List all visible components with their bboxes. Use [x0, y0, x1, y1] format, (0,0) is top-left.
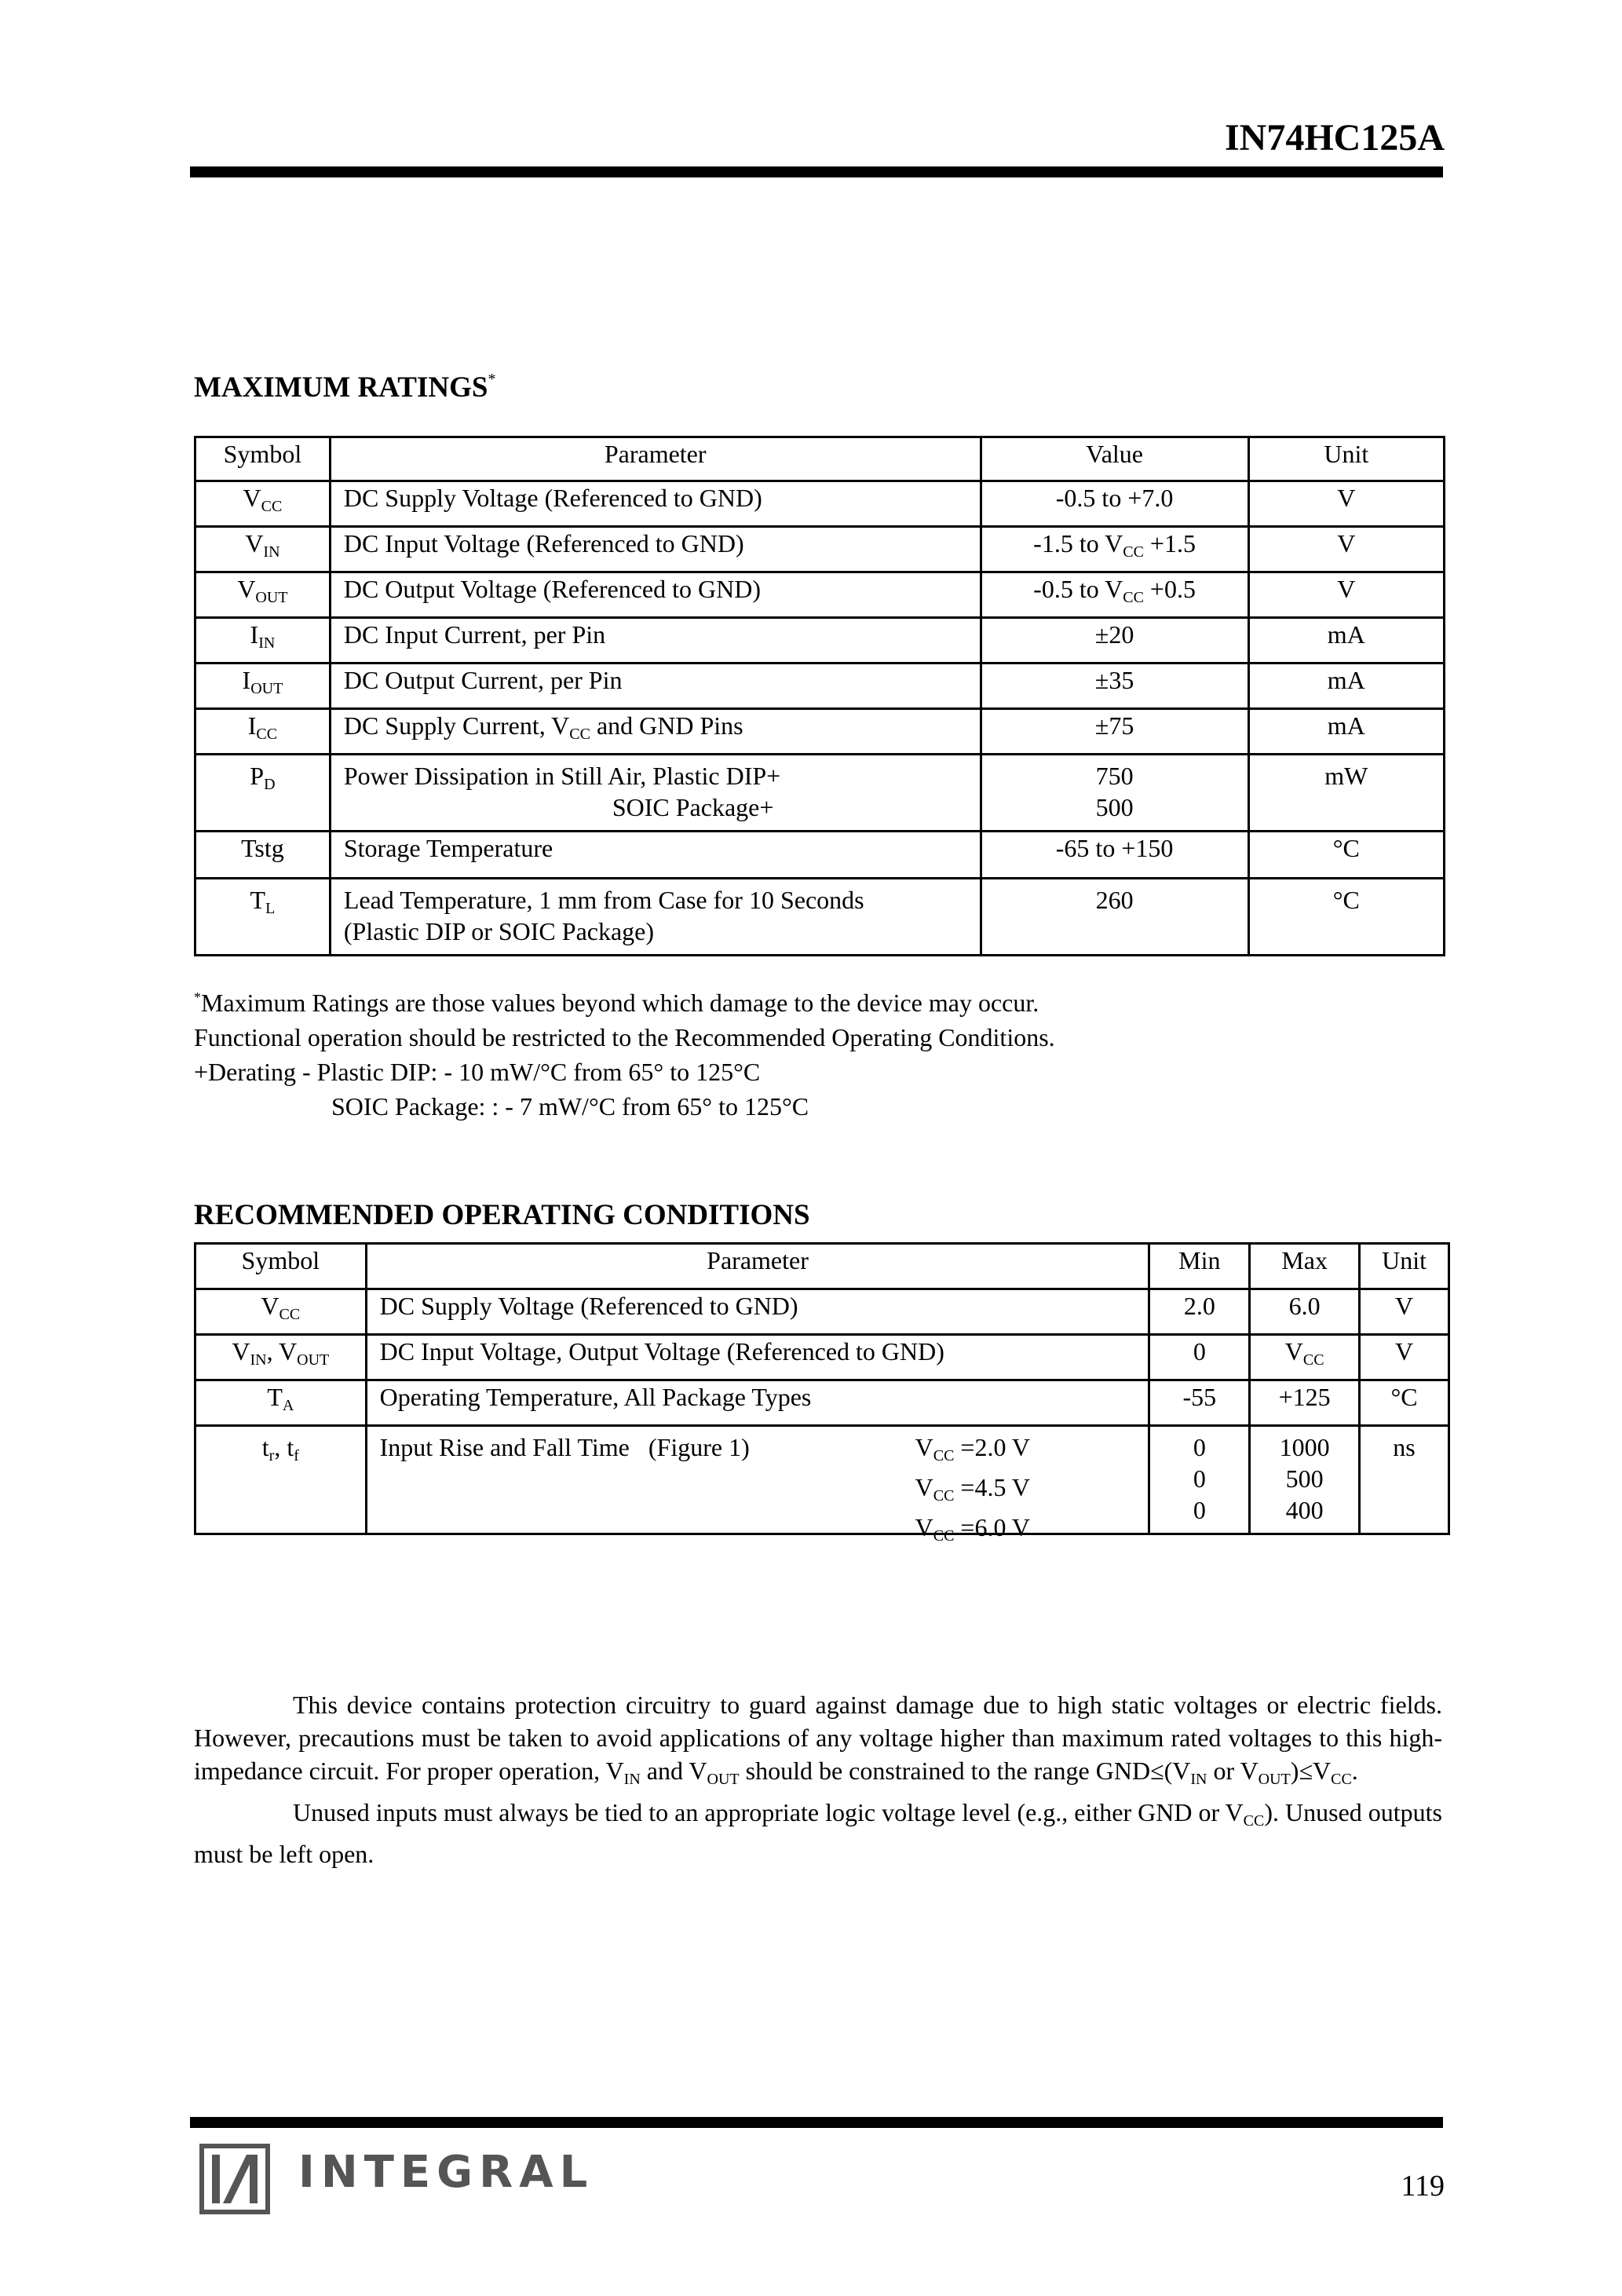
symbol-cell: $T_A$ — [195, 1380, 367, 1426]
company-logo-text: INTEGRAL — [298, 2147, 594, 2198]
min-cell: 2.0 — [1149, 1289, 1250, 1335]
table-row — [195, 618, 1445, 664]
symbol-cell: $V_{CC}$ — [195, 1289, 367, 1335]
symbol-cell: $V_{CC}$ — [195, 481, 331, 527]
table-header-row — [195, 437, 1445, 481]
parameter-cell: Power Dissipation in Still Air, Plastic DIP+ SOIC Package+ — [330, 755, 981, 832]
value-cell: ±35 — [981, 664, 1248, 709]
parameter-cell: DC Supply Current, $V_{CC}$ and GND Pins — [330, 709, 981, 755]
max-ratings-title — [194, 371, 495, 404]
unit-cell: V — [1248, 572, 1444, 618]
value-cell: -0.5 to +7.0 — [981, 481, 1248, 527]
table-row — [195, 709, 1445, 755]
symbol-cell: $I_{IN}$ — [195, 618, 331, 664]
header-cell: Min — [1149, 1244, 1250, 1289]
unit-cell: °C — [1360, 1380, 1449, 1426]
unit-cell: mA — [1248, 618, 1444, 664]
parameter-cell: DC Input Current, per Pin — [330, 618, 981, 664]
header-cell: Unit — [1248, 437, 1444, 481]
rise-fall-label: Input Rise and Fall Time (Figure 1) — [379, 1433, 750, 1461]
integral-logo-icon — [199, 2144, 270, 2214]
value-cell: 260 — [981, 879, 1248, 956]
parameter-cell: DC Supply Voltage (Referenced to GND) — [366, 1289, 1149, 1335]
header-cell: Symbol — [195, 437, 331, 481]
header-cell: Value — [981, 437, 1248, 481]
parameter-cell — [366, 1426, 1149, 1545]
max-cell: 1000 500 400 — [1250, 1426, 1360, 1534]
table-row — [195, 832, 1445, 879]
condition-line: $V_{CC} =6.0$ V — [915, 1513, 1030, 1545]
page-number: 119 — [1401, 2170, 1445, 2203]
unit-cell: V — [1248, 527, 1444, 572]
header-cell: Max — [1250, 1244, 1360, 1289]
unit-cell: V — [1360, 1289, 1449, 1335]
parameter-cell: DC Output Current, per Pin — [330, 664, 981, 709]
table-row — [195, 1426, 1449, 1534]
table-row — [195, 572, 1445, 618]
table-row — [195, 879, 1445, 956]
min-cell: 0 0 0 — [1149, 1426, 1250, 1534]
value-cell: 750 500 — [981, 755, 1248, 832]
condition-line: $V_{CC} =4.5$ V — [915, 1473, 1030, 1504]
note-line: Functional operation should be restricted to the Recommended Operating Conditions. — [194, 1023, 1055, 1051]
part-number: IN74HC125A — [1224, 117, 1445, 159]
header-cell: Symbol — [195, 1244, 367, 1289]
value-cell: -65 to +150 — [981, 832, 1248, 879]
footer-rule — [190, 2117, 1443, 2128]
unit-cell: °C — [1248, 832, 1444, 879]
unit-cell: mA — [1248, 709, 1444, 755]
symbol-cell: $P_D$ — [195, 755, 331, 832]
symbol-cell: $V_{OUT}$ — [195, 572, 331, 618]
table-row — [195, 481, 1445, 527]
header-cell: Unit — [1360, 1244, 1449, 1289]
note-line: SOIC Package: : - 7 mW/°C from 65° to 125°C — [331, 1092, 809, 1121]
parameter-cell: Lead Temperature, 1 mm from Case for 10 Seconds (Plastic DIP or SOIC Package) — [330, 879, 981, 956]
unit-cell: V — [1248, 481, 1444, 527]
parameter-cell: DC Input Voltage (Referenced to GND) — [330, 527, 981, 572]
table-row — [195, 664, 1445, 709]
unit-cell: mW — [1248, 755, 1444, 832]
rec-conditions-table — [194, 1242, 1450, 1545]
max-cell: 6.0 — [1250, 1289, 1360, 1335]
header-cell: Parameter — [366, 1244, 1149, 1289]
symbol-cell: $V_{IN}$ — [195, 527, 331, 572]
unit-cell: °C — [1248, 879, 1444, 956]
min-cell: -55 — [1149, 1380, 1250, 1426]
unit-cell: mA — [1248, 664, 1444, 709]
max-cell: +125 — [1250, 1380, 1360, 1426]
parameter-cell: Storage Temperature — [330, 832, 981, 879]
max-ratings-title-mark: * — [488, 371, 496, 388]
condition-line: $V_{CC} =2.0$ V — [915, 1433, 1030, 1464]
vcc-conditions — [915, 1431, 1030, 1552]
table-row — [195, 1289, 1449, 1335]
paragraph-1: This device contains protection circuitry to guard against damage due to high static voltages or electric fields. However, precautions must be taken to avoid applications of any voltage higher than maximum rated voltages to this high-impedance circuit. For proper operation, $V_{IN}$ and $V_{OUT}$ should be constrained to the range $GND\le(V_{IN}$ or $V_{OUT})\le V_{CC}$. — [194, 1691, 1442, 1788]
max-ratings-table — [194, 436, 1445, 956]
table-row — [195, 1335, 1449, 1380]
parameter-cell: DC Output Voltage (Referenced to GND) — [330, 572, 981, 618]
symbol-cell: Tstg — [195, 832, 331, 879]
table-row — [195, 1380, 1449, 1426]
value-cell: -0.5 to $V_{CC} +0.5$ — [981, 572, 1248, 618]
parameter-cell: DC Supply Voltage (Referenced to GND) — [330, 481, 981, 527]
symbol-cell: $I_{CC}$ — [195, 709, 331, 755]
symbol-cell: $I_{OUT}$ — [195, 664, 331, 709]
value-cell: ±20 — [981, 618, 1248, 664]
symbol-cell: $T_L$ — [195, 879, 331, 956]
value-cell: -1.5 to $V_{CC} +1.5$ — [981, 527, 1248, 572]
unit-cell: V — [1360, 1335, 1449, 1380]
max-cell: $V_{CC}$ — [1250, 1335, 1360, 1380]
value-cell: ±75 — [981, 709, 1248, 755]
max-ratings-notes — [194, 980, 1055, 1124]
parameter-cell: Operating Temperature, All Package Types — [366, 1380, 1149, 1426]
max-ratings-title-text: MAXIMUM RATINGS — [194, 371, 488, 404]
min-cell: 0 — [1149, 1335, 1250, 1380]
symbol-cell: $V_{IN}$, $V_{OUT}$ — [195, 1335, 367, 1380]
symbol-cell: $t_r$, $t_f$ — [195, 1426, 367, 1534]
table-row — [195, 755, 1445, 832]
note-line: *Maximum Ratings are those values beyond which damage to the device may occur. — [194, 989, 1039, 1017]
paragraph-2: Unused inputs must always be tied to an appropriate logic voltage level (e.g., either GND or $V_{CC}$). Unused outputs must be left open. — [194, 1798, 1442, 1868]
parameter-cell: DC Input Voltage, Output Voltage (Referenced to GND) — [366, 1335, 1149, 1380]
table-row — [195, 527, 1445, 572]
table-header-row — [195, 1244, 1449, 1289]
note-line: +Derating - Plastic DIP: - 10 mW/°C from 65° to 125°C — [194, 1058, 761, 1086]
header-rule — [190, 166, 1443, 177]
rec-conditions-title: RECOMMENDED OPERATING CONDITIONS — [194, 1199, 810, 1231]
header-cell: Parameter — [330, 437, 981, 481]
protection-paragraph — [194, 1688, 1442, 1870]
unit-cell: ns — [1360, 1426, 1449, 1534]
